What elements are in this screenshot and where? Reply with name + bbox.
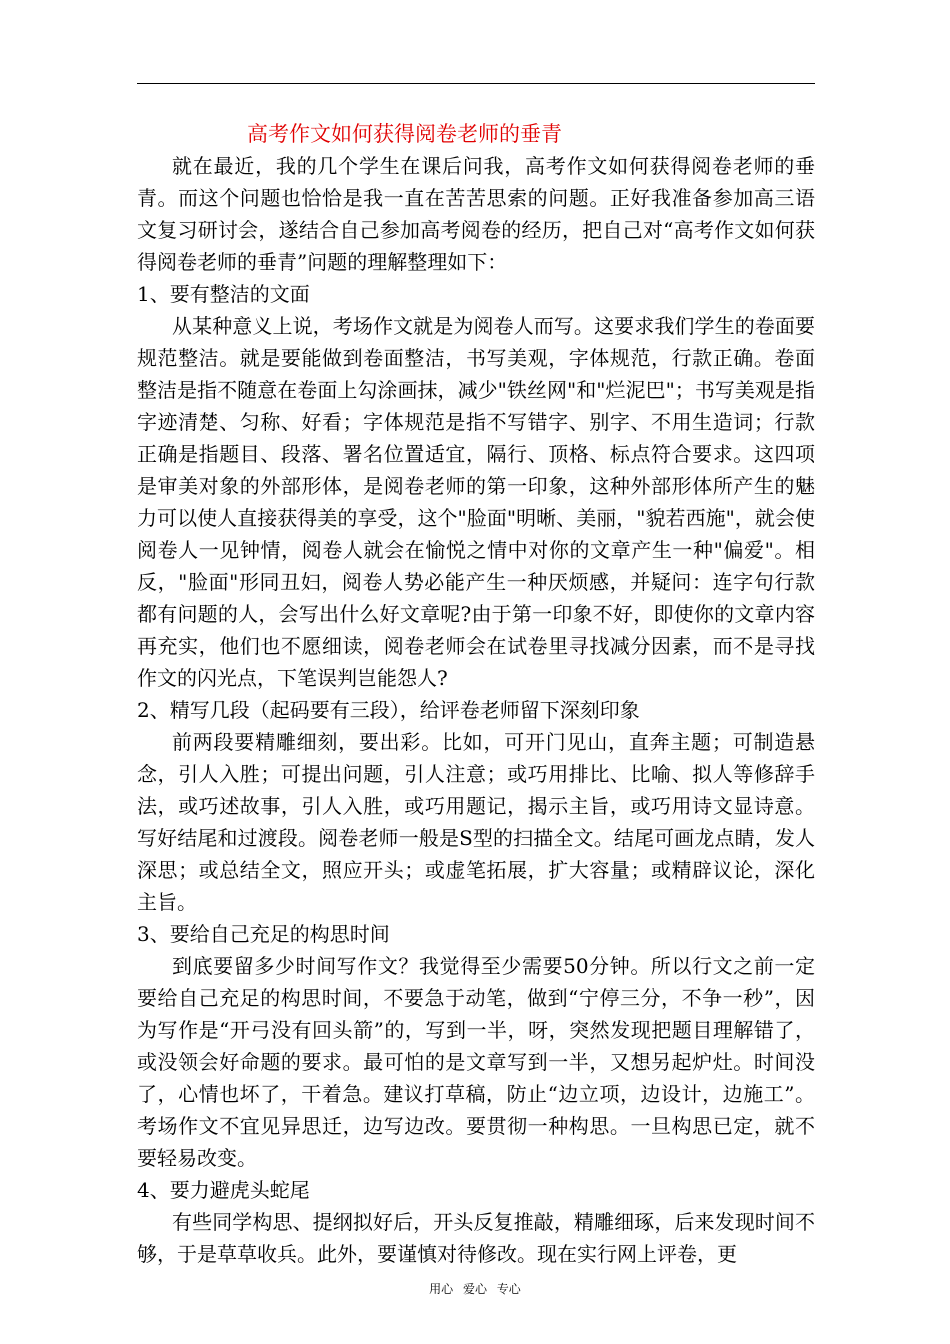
- section-paragraph-4: 有些同学构思、提纲拟好后，开头反复推敲，精雕细琢，后来发现时间不够，于是草草收兵。此外，要谨慎对待修改。现在实行网上评卷，更: [137, 1210, 815, 1266]
- section-paragraph-2: 前两段要精雕细刻，要出彩。比如，可开门见山，直奔主题；可制造悬念，引人入胜；可提出问题，引人注意；或巧用排比、比喻、拟人等修辞手法，或巧述故事，引人入胜，或巧用题记，揭示主旨，或巧用诗文显诗意。写好结尾和过渡段。阅卷老师一般是S型的扫描全文。结尾可画龙点睛，发人深思；或总结全文，照应开头；或虚笔拓展，扩大容量；或精辟议论，深化主旨。: [137, 730, 815, 914]
- document-title: 高考作文如何获得阅卷老师的垂青: [247, 122, 562, 146]
- section-heading-3: 3、要给自己充足的构思时间: [137, 922, 390, 946]
- page-footer: 用心 爱心 专心: [429, 1282, 521, 1296]
- section-heading-1: 1、要有整洁的文面: [137, 282, 310, 306]
- section-paragraph-1: 从某种意义上说，考场作文就是为阅卷人而写。这要求我们学生的卷面要规范整洁。就是要能做到卷面整洁，书写美观，字体规范，行款正确。卷面整洁是指不随意在卷面上勾涂画抹，减少"铁丝网"和"烂泥巴"；书写美观是指字迹清楚、匀称、好看；字体规范是指不写错字、别字、不用生造词；行款正确是指题目、段落、署名位置适宜，隔行、顶格、标点符合要求。这四项是审美对象的外部形体，是阅卷老师的第一印象，这种外部形体所产生的魅力可以使人直接获得美的享受，这个"脸面"明晰、美丽，"貌若西施"，就会使阅卷人一见钟情，阅卷人就会在愉悦之情中对你的文章产生一种"偏爱"。相反，"脸面"形同丑妇，阅卷人势必能产生一种厌烦感，并疑问：连字句行款都有问题的人，会写出什么好文章呢?由于第一印象不好，即使你的文章内容再充实，他们也不愿细读，阅卷老师会在试卷里寻找减分因素，而不是寻找作文的闪光点，下笔误判岂能怨人?: [137, 314, 815, 690]
- document-body: [137, 150, 815, 1270]
- section-heading-2: 2、精写几段（起码要有三段），给评卷老师留下深刻印象: [137, 698, 640, 722]
- header-rule: [137, 83, 815, 84]
- section-heading-4: 4、要力避虎头蛇尾: [137, 1178, 310, 1202]
- intro-paragraph: 就在最近，我的几个学生在课后问我，高考作文如何获得阅卷老师的垂青。而这个问题也恰恰是我一直在苦苦思索的问题。正好我准备参加高三语文复习研讨会，遂结合自己参加高考阅卷的经历，把自己对“高考作文如何获得阅卷老师的垂青”问题的理解整理如下：: [137, 154, 815, 274]
- section-paragraph-3: 到底要留多少时间写作文？我觉得至少需要50分钟。所以行文之前一定要给自己充足的构思时间，不要急于动笔，做到“宁停三分，不争一秒”，因为写作是“开弓没有回头箭”的，写到一半，呀，突然发现把题目理解错了，或没领会好命题的要求。最可怕的是文章写到一半，又想另起炉灶。时间没了，心情也坏了，干着急。建议打草稿，防止“边立项，边设计，边施工”。考场作文不宜见异思迁，边写边改。要贯彻一种构思。一旦构思已定，就不要轻易改变。: [137, 954, 815, 1170]
